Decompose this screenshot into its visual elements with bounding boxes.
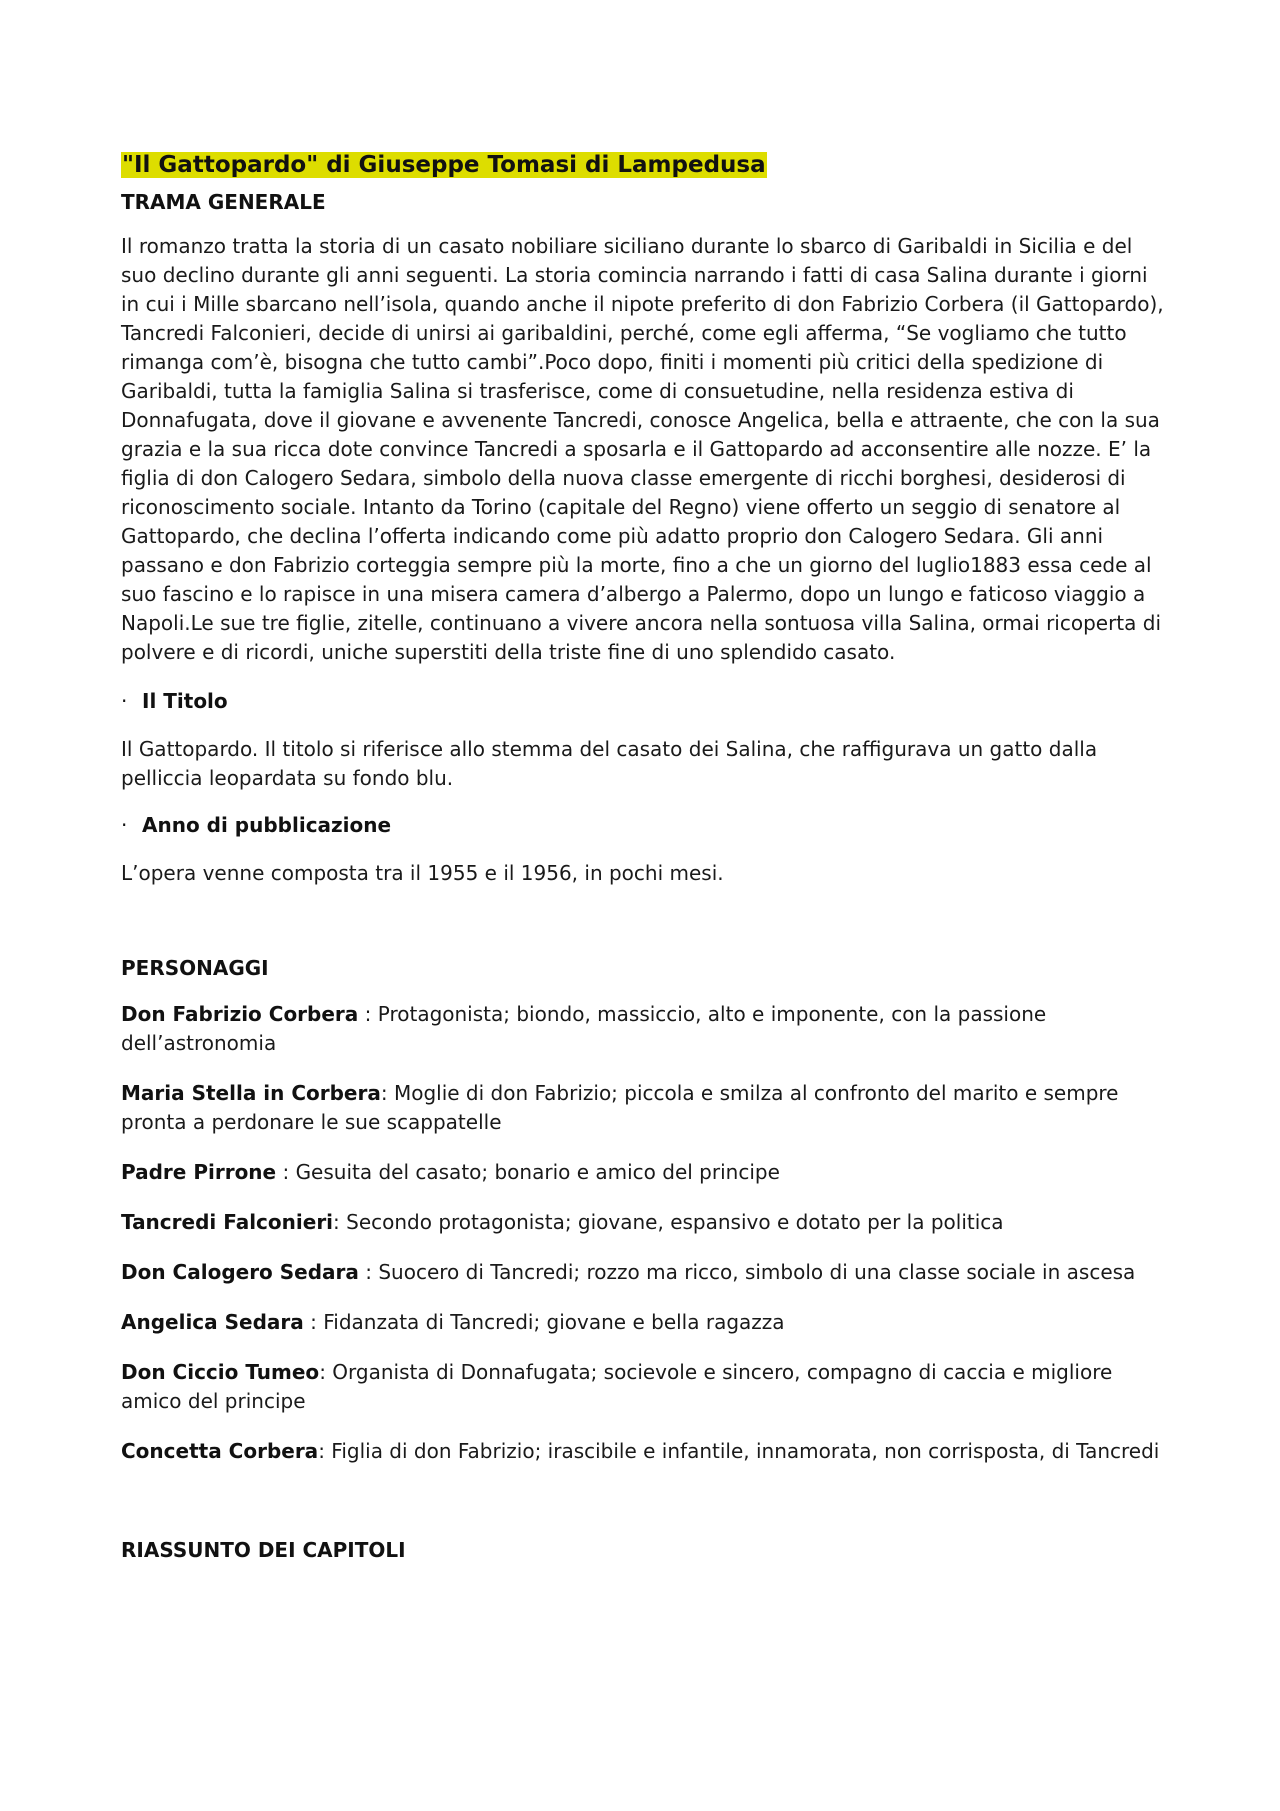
character-description: : Gesuita del casato; bonario e amico del principe	[276, 1160, 780, 1184]
character-description: : Figlia di don Fabrizio; irascibile e infantile, innamorata, non corrisposta, di Tancredi	[318, 1439, 1160, 1463]
character-description: : Protagonista; biondo, massiccio, alto e imponente, con la passione dell’astronomia	[121, 1002, 1047, 1055]
character-description: : Moglie di don Fabrizio; piccola e smilza al confronto del marito e sempre pronta a perdonare le sue scappatelle	[121, 1081, 1119, 1134]
character-entry	[121, 1158, 1166, 1187]
bullet-heading-anno	[121, 811, 1166, 839]
character-name: Angelica Sedara	[121, 1310, 304, 1334]
document-body	[121, 150, 1166, 1564]
character-entry	[121, 1358, 1166, 1416]
titolo-paragraph: Il Gattopardo. Il titolo si riferisce allo stemma del casato dei Salina, che raffigurava un gatto dalla pelliccia leopardata su fondo blu.	[121, 737, 1098, 790]
character-name: Tancredi Falconieri	[121, 1210, 334, 1234]
character-description: : Suocero di Tancredi; rozzo ma ricco, simbolo di una classe sociale in ascesa	[358, 1260, 1136, 1284]
character-name: Padre Pirrone	[121, 1160, 277, 1184]
character-entry	[121, 1208, 1166, 1237]
character-entry	[121, 1258, 1166, 1287]
character-entry	[121, 1308, 1166, 1337]
character-name: Don Calogero Sedara	[121, 1260, 359, 1284]
bullet-heading-anno-label: Anno di pubblicazione	[142, 813, 392, 837]
character-list	[121, 1000, 1166, 1466]
bullet-dot-icon: ·	[121, 689, 128, 713]
character-name: Concetta Corbera	[121, 1439, 319, 1463]
character-entry	[121, 1079, 1166, 1137]
section-heading-riassunto: RIASSUNTO DEI CAPITOLI	[121, 1538, 406, 1562]
character-entry	[121, 1437, 1166, 1466]
section-heading-trama: TRAMA GENERALE	[121, 190, 326, 214]
anno-paragraph: L’opera venne composta tra il 1955 e il 1956, in pochi mesi.	[121, 861, 724, 885]
trama-paragraph: Il romanzo tratta la storia di un casato nobiliare siciliano durante lo sbarco di Garibaldi in Sicilia e del suo declino durante gli anni seguenti. La storia comincia narrando i fatti di casa Salina durante i giorni in cui i Mille sbarcano nell’isola, quando anche il nipote preferito di don Fabrizio Corbera (il Gattopardo), Tancredi Falconieri, decide di unirsi ai garibaldini, perché, come egli afferma, “Se vogliamo che tutto rimanga com’è, bisogna che tutto cambi”.Poco dopo, finiti i momenti più critici della spedizione di Garibaldi, tutta la famiglia Salina si trasferisce, come di consuetudine, nella residenza estiva di Donnafugata, dove il giovane e avvenente Tancredi, conosce Angelica, bella e attraente, che con la sua grazia e la sua ricca dote convince Tancredi a sposarla e il Gattopardo ad acconsentire alle nozze. E’ la figlia di don Calogero Sedara, simbolo della nuova classe emergente di ricchi borghesi, desiderosi di riconoscimento sociale. Intanto da Torino (capitale del Regno) viene offerto un seggio di senatore al Gattopardo, che declina l’offerta indicando come più adatto proprio don Calogero Sedara. Gli anni passano e don Fabrizio corteggia sempre più la morte, fino a che un giorno del luglio1883 essa cede al suo fascino e lo rapisce in una misera camera d’albergo a Palermo, dopo un lungo e faticoso viaggio a Napoli.Le sue tre figlie, zitelle, continuano a vivere ancora nella sontuosa villa Salina, ormai ricoperta di polvere e di ricordi, uniche superstiti della triste fine di uno splendido casato.	[121, 234, 1164, 664]
character-name: Don Ciccio Tumeo	[121, 1360, 320, 1384]
bullet-heading-titolo	[121, 687, 1166, 715]
character-name: Maria Stella in Corbera	[121, 1081, 381, 1105]
character-description: : Fidanzata di Tancredi; giovane e bella ragazza	[303, 1310, 785, 1334]
section-heading-personaggi: PERSONAGGI	[121, 956, 269, 980]
bullet-dot-icon: ·	[121, 813, 128, 837]
bullet-heading-titolo-label: Il Titolo	[142, 689, 228, 713]
character-entry	[121, 1000, 1166, 1058]
character-description: : Organista di Donnafugata; socievole e sincero, compagno di caccia e migliore amico del principe	[121, 1360, 1113, 1413]
character-name: Don Fabrizio Corbera	[121, 1002, 359, 1026]
document-title	[121, 150, 1166, 180]
character-description: : Secondo protagonista; giovane, espansivo e dotato per la politica	[333, 1210, 1004, 1234]
highlighted-title-text: "Il Gattopardo" di Giuseppe Tomasi di Lampedusa	[122, 152, 766, 178]
